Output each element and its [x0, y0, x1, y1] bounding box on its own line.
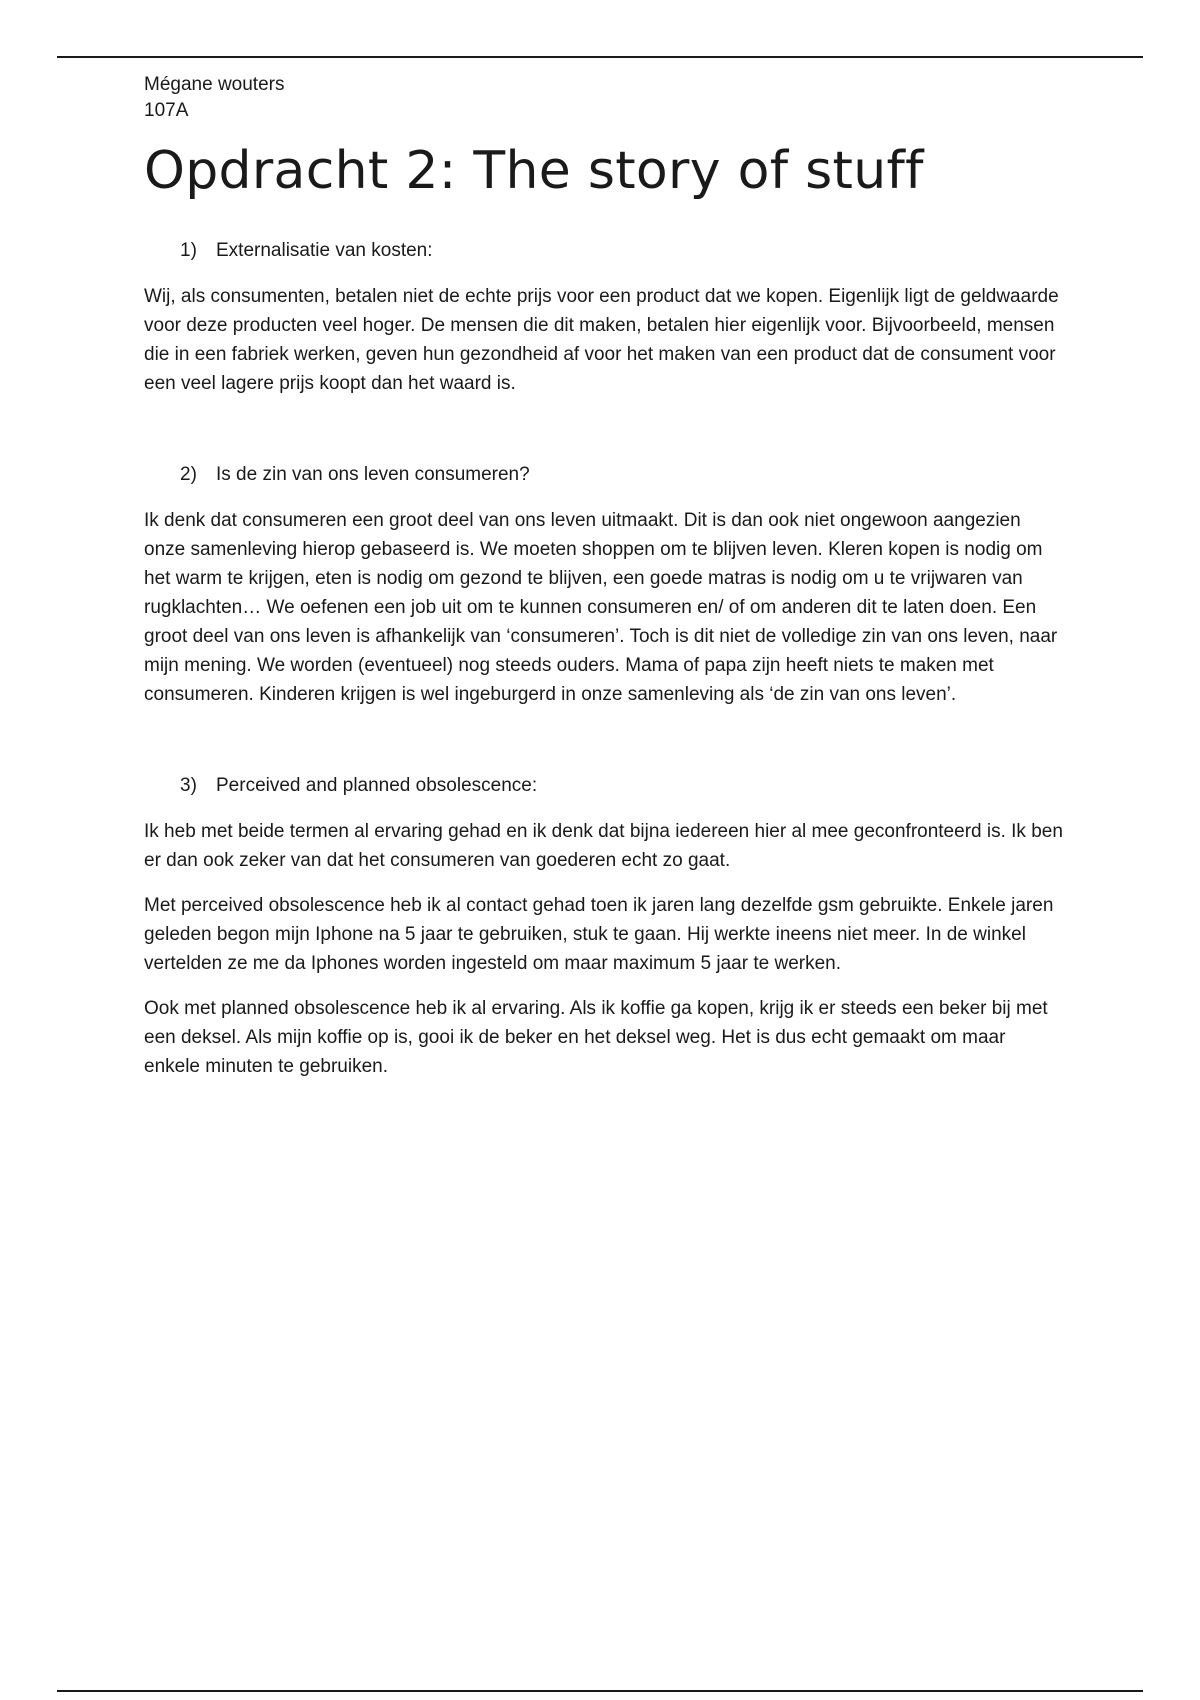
paragraph: Ik heb met beide termen al ervaring gehad en ik denk dat bijna iedereen hier al mee geconfronteerd is. Ik ben er dan ook zeker van dat het consumeren van goederen echt zo gaat. [144, 821, 1063, 871]
section-heading [144, 238, 1066, 264]
section-1 [144, 238, 1066, 398]
section-3 [144, 773, 1066, 1081]
paragraph: Ik denk dat consumeren een groot deel van ons leven uitmaakt. Dit is dan ook niet ongewoon aangezien onze samenleving hierop gebaseerd is. We moeten shoppen om te blijven leven. Kleren kopen is nodig om het warm te krijgen, eten is nodig om gezond te blijven, een goede matras is nodig om u te vrijwaren van rugklachten… We oefenen een job uit om te kunnen consumeren en/ of om anderen dit te laten doen. Een groot deel van ons leven is afhankelijk van ‘consumeren’. Toch is dit niet de volledige zin van ons leven, naar mijn mening. We worden (eventueel) nog steeds ouders. Mama of papa zijn heeft niets te maken met consumeren. Kinderen krijgen is wel ingeburgerd in onze samenleving als ‘de zin van ons leven’. [144, 510, 1058, 705]
section-spacer [144, 725, 1066, 773]
paragraph: Ook met planned obsolescence heb ik al ervaring. Als ik koffie ga kopen, krijg ik er steeds een beker bij met een deksel. Als mijn koffie op is, gooi ik de beker en het deksel weg. Het is dus echt gemaakt om maar enkele minuten te gebruiken. [144, 998, 1048, 1077]
author-name: Mégane wouters [144, 74, 285, 95]
section-heading [144, 462, 1066, 488]
class-code: 107A [144, 100, 189, 121]
section-heading [144, 773, 1066, 799]
paragraph: Met perceived obsolescence heb ik al contact gehad toen ik jaren lang dezelfde gsm gebruikte. Enkele jaren geleden begon mijn Iphone na 5 jaar te gebruiken, stuk te gaan. Hij werkte ineens niet meer. In de winkel vertelden ze me da Iphones worden ingesteld om maar maximum 5 jaar te werken. [144, 895, 1054, 974]
bottom-rule [57, 1690, 1143, 1692]
section-heading-text: Externalisatie van kosten: [216, 240, 433, 261]
section-2 [144, 462, 1066, 709]
page-title: Opdracht 2: The story of stuff [144, 141, 924, 201]
section-number: 1) [180, 240, 197, 261]
paragraph: Wij, als consumenten, betalen niet de echte prijs voor een product dat we kopen. Eigenlijk ligt de geldwaarde voor deze producten veel hoger. De mensen die dit maken, betalen hier eigenlijk voor. Bijvoorbeeld, mensen die in een fabriek werken, geven hun gezondheid af voor het maken van een product dat de consument voor een veel lagere prijs koopt dan het waard is. [144, 286, 1059, 394]
section-spacer [144, 414, 1066, 462]
document-content [144, 72, 1066, 1097]
top-rule [57, 56, 1143, 58]
section-number: 2) [180, 464, 197, 485]
section-heading-text: Is de zin van ons leven consumeren? [216, 464, 530, 485]
section-number: 3) [180, 775, 197, 796]
section-heading-text: Perceived and planned obsolescence: [216, 775, 538, 796]
